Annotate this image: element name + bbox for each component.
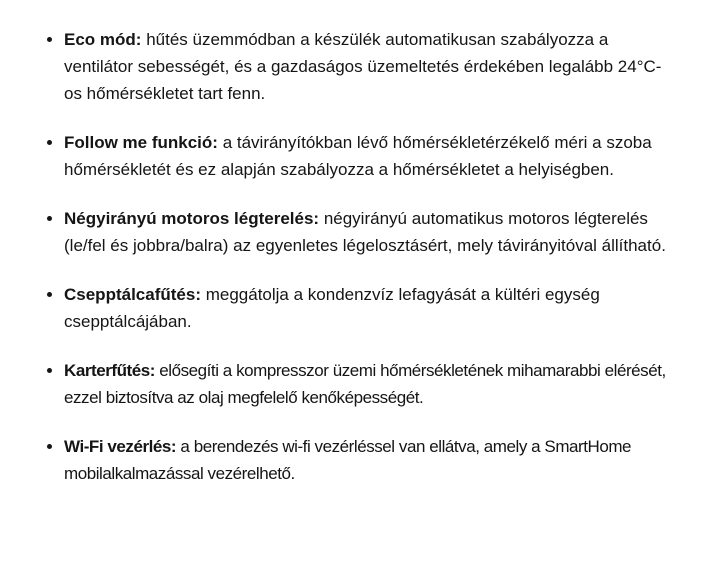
bullet-icon: [47, 140, 52, 145]
feature-item-crankcase-heating: [46, 357, 674, 411]
bullet-icon: [47, 216, 52, 221]
feature-list: [46, 26, 674, 487]
feature-body: a berendezés wi-fi vezérléssel van ellátva, amely a SmartHome mobilalkalmazással vezérelhető.: [64, 437, 632, 483]
feature-title: Follow me funkció:: [64, 133, 218, 152]
feature-body: négyirányú automatikus motoros légterelés (le/fel és jobbra/balra) az egyenletes légelosztásért, mely távirányitóval állítható.: [64, 209, 666, 255]
feature-title: Csepptálcafűtés:: [64, 285, 201, 304]
bullet-icon: [47, 368, 52, 373]
feature-title: Négyirányú motoros légterelés:: [64, 209, 320, 228]
bullet-icon: [47, 444, 52, 449]
bullet-icon: [47, 37, 52, 42]
feature-item-drip-tray-heating: [46, 281, 674, 335]
feature-body: elősegíti a kompresszor üzemi hőmérsékletének mihamarabbi elérését, ezzel biztosítva az olaj megfelelő kenőképességét.: [64, 361, 666, 407]
feature-item-eco-mode: [46, 26, 674, 107]
feature-title: Eco mód:: [64, 30, 142, 49]
feature-title: Karterfűtés:: [64, 361, 155, 380]
feature-body: meggátolja a kondenzvíz lefagyását a kültéri egység csepptálcájában.: [64, 285, 600, 331]
feature-body: a távirányítókban lévő hőmérsékletérzékelő méri a szoba hőmérsékletét és ez alapján szabályozza a hőmérsékletet a helyiségben.: [64, 133, 652, 179]
bullet-icon: [47, 292, 52, 297]
feature-item-four-way-louver: [46, 205, 674, 259]
feature-item-wifi-control: [46, 433, 674, 487]
feature-item-follow-me: [46, 129, 674, 183]
feature-title: Wi-Fi vezérlés:: [64, 437, 177, 456]
feature-body: hűtés üzemmódban a készülék automatikusan szabályozza a ventilátor sebességét, és a gazdaságos üzemeltetés érdekében legalább 24°C-os hőmérsékletet tart fenn.: [64, 30, 662, 103]
